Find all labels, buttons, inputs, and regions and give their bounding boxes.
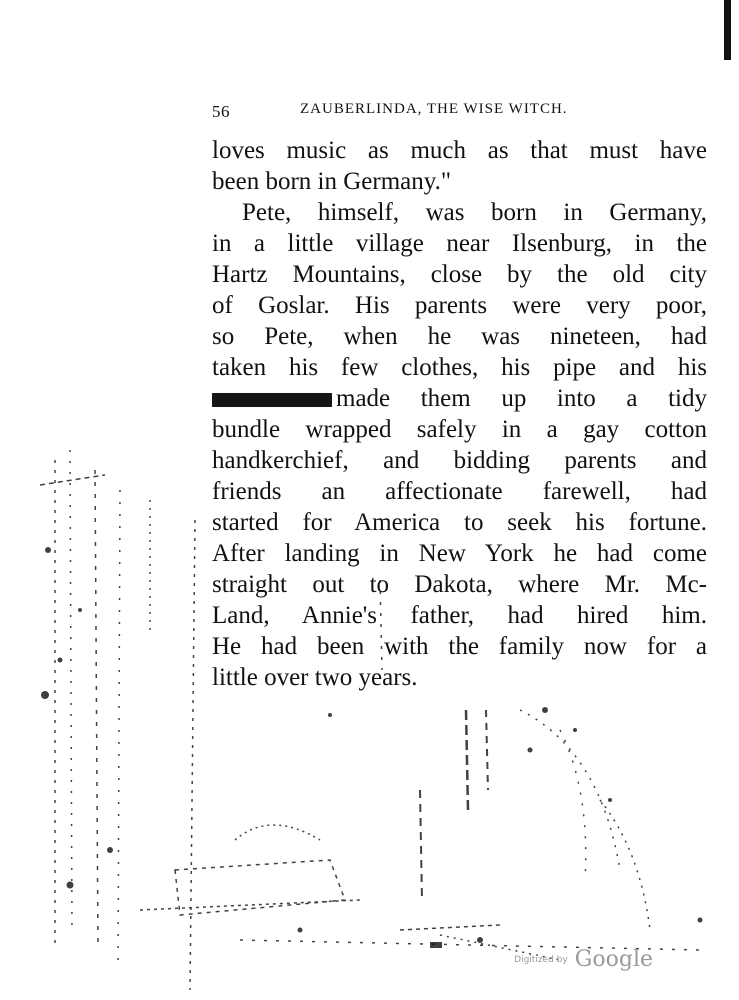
text-line: started for America to seek his fortune.: [212, 509, 707, 536]
text-line: bundle wrapped safely in a gay cotton: [212, 416, 707, 443]
digitized-watermark: [514, 947, 653, 972]
page-number: 56: [212, 102, 230, 121]
text-line: After landing in New York he had come: [212, 540, 707, 567]
text-line: loves music as much as that must have: [212, 137, 707, 164]
text-line: Pete, himself, was born in Germany,: [242, 199, 707, 226]
text-line: little over two years.: [212, 664, 418, 691]
text-line: in a little village near Ilsenburg, in the: [212, 230, 707, 257]
text-line: straight out to Dakota, where Mr. Mc-: [212, 571, 707, 598]
watermark-brand: Google: [574, 947, 653, 972]
redaction-mark: [212, 393, 332, 407]
text-line: so Pete, when he was nineteen, had: [212, 323, 707, 350]
text-line: been born in Germany.": [212, 168, 452, 195]
text-line: of Goslar. His parents were very poor,: [212, 292, 707, 319]
running-title: ZAUBERLINDA, THE WISE WITCH.: [300, 101, 568, 117]
faded-illustration: [0, 430, 739, 1000]
text-line-redacted: [212, 383, 707, 414]
text-line: friends an affectionate farewell, had: [212, 478, 707, 505]
watermark-prefix: Digitized by: [514, 954, 568, 965]
text-line: Hartz Mountains, close by the old city: [212, 261, 707, 288]
text-line-remainder: made them up into a tidy: [336, 385, 707, 412]
text-line: taken his few clothes, his pipe and his: [212, 354, 707, 381]
page-edge-mark: [724, 0, 731, 60]
text-line: He had been with the family now for a: [212, 633, 707, 660]
text-line: handkerchief, and bidding parents and: [212, 447, 707, 474]
text-line: Land, Annie's father, had hired him.: [212, 602, 707, 629]
